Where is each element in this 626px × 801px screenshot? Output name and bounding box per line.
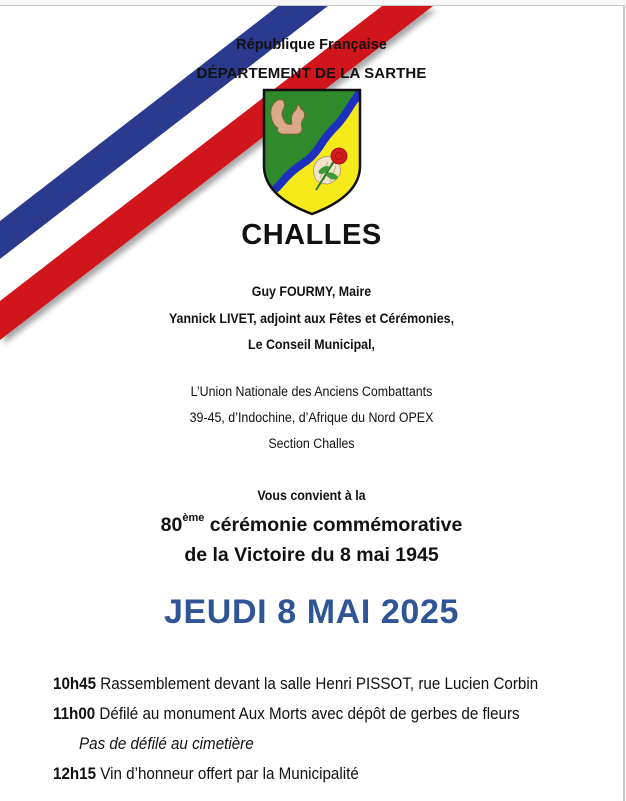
schedule-time: 10h45 (53, 675, 97, 693)
ceremony-title-line-1 (0, 514, 623, 537)
ceremony-title-text: cérémonie commémorative (204, 514, 463, 536)
event-date: JEUDI 8 MAI 2025 (164, 593, 459, 631)
rose-icon (331, 148, 347, 164)
department-heading: DÉPARTEMENT DE LA SARTHE (196, 65, 427, 82)
schedule-time: 12h15 (53, 765, 97, 783)
invitation-page (0, 5, 625, 801)
coat-of-arms-shield-icon (262, 88, 362, 216)
host-deputy: Yannick LIVET, adjoint aux Fêtes et Cérémonies, (168, 311, 455, 326)
schedule-text: Rassemblement devant la salle Henri PISSOT, rue Lucien Corbin (96, 675, 539, 693)
host-council: Le Conseil Municipal, (248, 337, 375, 352)
association-line-1: L’Union Nationale des Anciens Combattants (190, 384, 433, 399)
ceremony-title-line-2: de la Victoire du 8 mai 1945 (184, 544, 439, 566)
host-mayor: Guy FOURMY, Maire (251, 284, 372, 299)
schedule-item (53, 675, 538, 694)
republic-heading: République Française (236, 37, 387, 53)
schedule-time: 11h00 (53, 705, 96, 723)
invitation-intro: Vous convient à la (257, 488, 366, 503)
association-line-3: Section Challes (268, 436, 355, 451)
schedule-text: Défilé au monument Aux Morts avec dépôt de gerbes de fleurs (95, 705, 520, 723)
association-line-2: 39-45, d’Indochine, d’Afrique du Nord OPEX (189, 410, 434, 425)
ordinal-suffix: ème (182, 512, 205, 524)
schedule-note: Pas de défilé au cimetière (79, 735, 254, 753)
town-name: CHALLES (241, 219, 382, 251)
ordinal-number: 80 (160, 514, 183, 536)
schedule-text: Vin d’honneur offert par la Municipalité (96, 765, 359, 783)
schedule-item (53, 705, 520, 724)
schedule-item (53, 765, 359, 784)
